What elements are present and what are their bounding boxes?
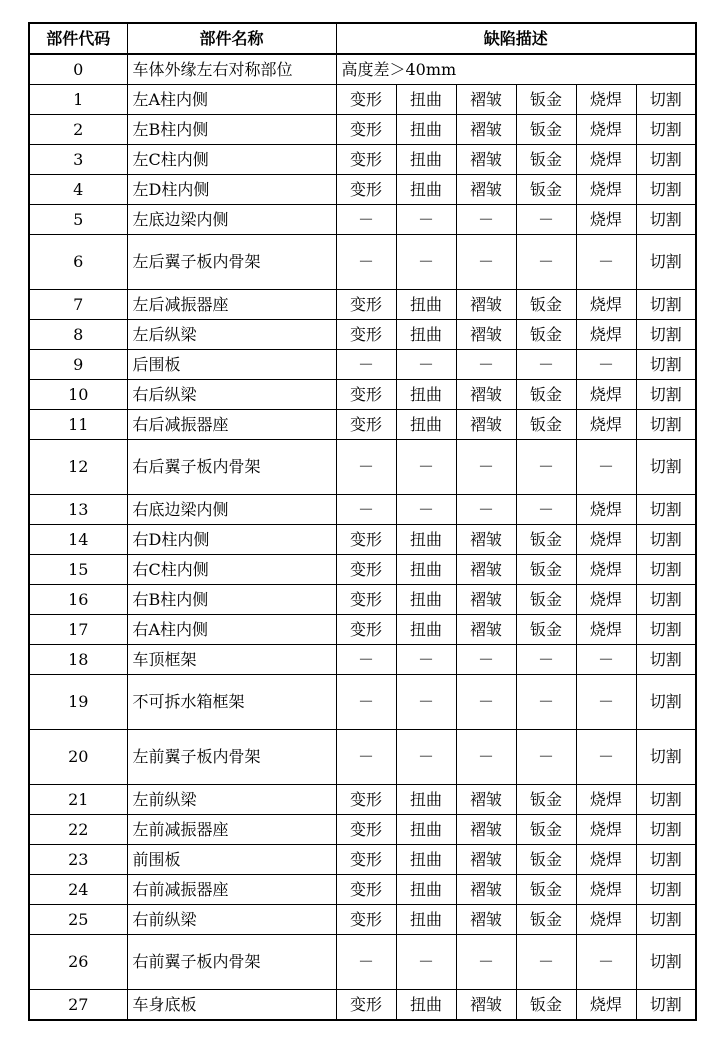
- defect-cell: 切割: [636, 350, 696, 380]
- defect-cell: 褶皱: [456, 845, 516, 875]
- part-name-cell: 右B柱内侧: [127, 585, 336, 615]
- part-name-cell: 右C柱内侧: [127, 555, 336, 585]
- table-row: [29, 675, 696, 730]
- defect-cell: 扭曲: [396, 845, 456, 875]
- part-code-cell: 19: [29, 675, 127, 730]
- table-row: [29, 990, 696, 1021]
- defect-cell: －: [456, 645, 516, 675]
- defect-cell: －: [456, 495, 516, 525]
- defect-cell: －: [456, 350, 516, 380]
- part-code-cell: 3: [29, 145, 127, 175]
- defect-cell: 变形: [336, 845, 396, 875]
- defect-cell: －: [336, 675, 396, 730]
- defect-cell: 烧焊: [576, 290, 636, 320]
- defect-cell: 褶皱: [456, 990, 516, 1021]
- table-row: [29, 845, 696, 875]
- defect-cell: －: [516, 205, 576, 235]
- defect-cell: 钣金: [516, 85, 576, 115]
- defect-table: [28, 22, 697, 1021]
- defect-cell: 切割: [636, 615, 696, 645]
- table-row: [29, 350, 696, 380]
- table-row: [29, 615, 696, 645]
- defect-cell: 扭曲: [396, 815, 456, 845]
- part-code-cell: 0: [29, 54, 127, 85]
- defect-cell: 烧焊: [576, 555, 636, 585]
- part-code-cell: 2: [29, 115, 127, 145]
- defect-cell: －: [576, 440, 636, 495]
- defect-cell: －: [516, 495, 576, 525]
- part-name-cell: 左底边梁内侧: [127, 205, 336, 235]
- defect-cell: －: [336, 645, 396, 675]
- defect-note-cell: 高度差＞40mm: [336, 54, 696, 85]
- defect-cell: 变形: [336, 85, 396, 115]
- defect-cell: 扭曲: [396, 290, 456, 320]
- table-row: [29, 235, 696, 290]
- defect-cell: 切割: [636, 410, 696, 440]
- table-row: [29, 815, 696, 845]
- defect-cell: 褶皱: [456, 410, 516, 440]
- part-code-cell: 14: [29, 525, 127, 555]
- part-name-cell: 左A柱内侧: [127, 85, 336, 115]
- defect-cell: 切割: [636, 675, 696, 730]
- defect-cell: 扭曲: [396, 875, 456, 905]
- part-code-cell: 10: [29, 380, 127, 410]
- defect-cell: －: [576, 730, 636, 785]
- defect-cell: 钣金: [516, 115, 576, 145]
- defect-cell: －: [396, 935, 456, 990]
- table-row: [29, 205, 696, 235]
- defect-cell: 扭曲: [396, 525, 456, 555]
- defect-cell: 钣金: [516, 175, 576, 205]
- part-name-cell: 右前纵梁: [127, 905, 336, 935]
- defect-cell: 钣金: [516, 290, 576, 320]
- part-name-cell: 左前减振器座: [127, 815, 336, 845]
- part-name-cell: 左后减振器座: [127, 290, 336, 320]
- defect-cell: －: [576, 675, 636, 730]
- part-name-cell: 左B柱内侧: [127, 115, 336, 145]
- defect-cell: 烧焊: [576, 175, 636, 205]
- defect-cell: －: [456, 235, 516, 290]
- defect-cell: 切割: [636, 815, 696, 845]
- defect-cell: －: [396, 235, 456, 290]
- defect-cell: 烧焊: [576, 380, 636, 410]
- defect-cell: 褶皱: [456, 290, 516, 320]
- table-row: [29, 585, 696, 615]
- part-code-cell: 9: [29, 350, 127, 380]
- part-name-cell: 右后减振器座: [127, 410, 336, 440]
- defect-cell: 钣金: [516, 410, 576, 440]
- part-name-cell: 车体外缘左右对称部位: [127, 54, 336, 85]
- table-row: [29, 555, 696, 585]
- header-code: 部件代码: [29, 23, 127, 54]
- defect-cell: －: [396, 495, 456, 525]
- defect-cell: 切割: [636, 380, 696, 410]
- part-code-cell: 25: [29, 905, 127, 935]
- defect-cell: 扭曲: [396, 555, 456, 585]
- defect-cell: 褶皱: [456, 815, 516, 845]
- defect-cell: 烧焊: [576, 205, 636, 235]
- defect-cell: 褶皱: [456, 175, 516, 205]
- table-row: [29, 440, 696, 495]
- defect-cell: 烧焊: [576, 785, 636, 815]
- table-row: [29, 54, 696, 85]
- defect-cell: －: [336, 205, 396, 235]
- part-code-cell: 16: [29, 585, 127, 615]
- table-row: [29, 145, 696, 175]
- table-row: [29, 935, 696, 990]
- table-row: [29, 495, 696, 525]
- defect-cell: 切割: [636, 785, 696, 815]
- part-code-cell: 12: [29, 440, 127, 495]
- defect-cell: 扭曲: [396, 85, 456, 115]
- defect-cell: －: [516, 440, 576, 495]
- part-name-cell: 后围板: [127, 350, 336, 380]
- defect-cell: 烧焊: [576, 525, 636, 555]
- defect-cell: 扭曲: [396, 990, 456, 1021]
- defect-cell: －: [396, 440, 456, 495]
- part-code-cell: 8: [29, 320, 127, 350]
- defect-cell: －: [576, 235, 636, 290]
- defect-cell: －: [396, 350, 456, 380]
- part-code-cell: 24: [29, 875, 127, 905]
- defect-cell: 褶皱: [456, 380, 516, 410]
- defect-cell: 烧焊: [576, 495, 636, 525]
- defect-cell: 切割: [636, 845, 696, 875]
- defect-cell: 扭曲: [396, 905, 456, 935]
- defect-cell: 切割: [636, 205, 696, 235]
- defect-cell: 扭曲: [396, 175, 456, 205]
- part-name-cell: 右后翼子板内骨架: [127, 440, 336, 495]
- defect-cell: 烧焊: [576, 115, 636, 145]
- defect-cell: 切割: [636, 645, 696, 675]
- table-row: [29, 525, 696, 555]
- header-row: [29, 23, 696, 54]
- defect-cell: 扭曲: [396, 410, 456, 440]
- defect-cell: －: [336, 495, 396, 525]
- defect-cell: －: [456, 675, 516, 730]
- defect-cell: 切割: [636, 875, 696, 905]
- table-row: [29, 730, 696, 785]
- table-row: [29, 320, 696, 350]
- defect-cell: 切割: [636, 440, 696, 495]
- table-row: [29, 115, 696, 145]
- table-row: [29, 785, 696, 815]
- defect-cell: 扭曲: [396, 615, 456, 645]
- part-code-cell: 7: [29, 290, 127, 320]
- defect-cell: 切割: [636, 145, 696, 175]
- defect-cell: 切割: [636, 525, 696, 555]
- defect-cell: 切割: [636, 555, 696, 585]
- defect-cell: 扭曲: [396, 115, 456, 145]
- defect-cell: 钣金: [516, 990, 576, 1021]
- part-name-cell: 右前翼子板内骨架: [127, 935, 336, 990]
- defect-cell: －: [336, 350, 396, 380]
- defect-cell: －: [456, 730, 516, 785]
- header-name: 部件名称: [127, 23, 336, 54]
- defect-cell: 烧焊: [576, 875, 636, 905]
- defect-cell: 褶皱: [456, 615, 516, 645]
- part-code-cell: 15: [29, 555, 127, 585]
- defect-cell: 变形: [336, 785, 396, 815]
- defect-cell: 烧焊: [576, 615, 636, 645]
- defect-cell: 切割: [636, 235, 696, 290]
- defect-cell: 褶皱: [456, 320, 516, 350]
- part-name-cell: 不可拆水箱框架: [127, 675, 336, 730]
- defect-cell: 褶皱: [456, 145, 516, 175]
- defect-cell: 切割: [636, 990, 696, 1021]
- part-code-cell: 6: [29, 235, 127, 290]
- table-row: [29, 380, 696, 410]
- table-row: [29, 875, 696, 905]
- defect-cell: 钣金: [516, 525, 576, 555]
- part-code-cell: 27: [29, 990, 127, 1021]
- defect-cell: 扭曲: [396, 380, 456, 410]
- part-name-cell: 左D柱内侧: [127, 175, 336, 205]
- part-code-cell: 5: [29, 205, 127, 235]
- defect-cell: 褶皱: [456, 785, 516, 815]
- defect-cell: 钣金: [516, 785, 576, 815]
- defect-cell: 变形: [336, 815, 396, 845]
- defect-cell: 变形: [336, 115, 396, 145]
- defect-cell: －: [456, 935, 516, 990]
- defect-cell: 褶皱: [456, 585, 516, 615]
- defect-cell: －: [516, 935, 576, 990]
- defect-cell: －: [576, 935, 636, 990]
- table-row: [29, 85, 696, 115]
- defect-cell: 变形: [336, 380, 396, 410]
- table-row: [29, 905, 696, 935]
- table-body: [29, 54, 696, 1020]
- defect-cell: 烧焊: [576, 845, 636, 875]
- defect-cell: 变形: [336, 145, 396, 175]
- part-code-cell: 1: [29, 85, 127, 115]
- part-code-cell: 23: [29, 845, 127, 875]
- defect-cell: 褶皱: [456, 875, 516, 905]
- table-row: [29, 175, 696, 205]
- defect-cell: 扭曲: [396, 585, 456, 615]
- part-name-cell: 左后翼子板内骨架: [127, 235, 336, 290]
- defect-cell: －: [576, 350, 636, 380]
- part-name-cell: 左前翼子板内骨架: [127, 730, 336, 785]
- part-name-cell: 前围板: [127, 845, 336, 875]
- defect-cell: 扭曲: [396, 785, 456, 815]
- defect-cell: 变形: [336, 875, 396, 905]
- defect-cell: 褶皱: [456, 525, 516, 555]
- defect-cell: 扭曲: [396, 320, 456, 350]
- defect-cell: 变形: [336, 990, 396, 1021]
- defect-cell: 切割: [636, 320, 696, 350]
- defect-cell: 烧焊: [576, 815, 636, 845]
- defect-cell: 钣金: [516, 875, 576, 905]
- defect-cell: 钣金: [516, 615, 576, 645]
- defect-cell: －: [396, 730, 456, 785]
- defect-cell: 变形: [336, 320, 396, 350]
- defect-cell: －: [516, 675, 576, 730]
- table-row: [29, 645, 696, 675]
- part-name-cell: 左后纵梁: [127, 320, 336, 350]
- defect-cell: －: [516, 235, 576, 290]
- defect-cell: 变形: [336, 585, 396, 615]
- defect-cell: 钣金: [516, 555, 576, 585]
- defect-cell: 切割: [636, 495, 696, 525]
- defect-cell: 烧焊: [576, 990, 636, 1021]
- defect-cell: 变形: [336, 905, 396, 935]
- defect-cell: 褶皱: [456, 555, 516, 585]
- defect-cell: －: [456, 440, 516, 495]
- defect-cell: 烧焊: [576, 85, 636, 115]
- table-row: [29, 290, 696, 320]
- defect-cell: 褶皱: [456, 85, 516, 115]
- defect-cell: －: [336, 935, 396, 990]
- part-code-cell: 4: [29, 175, 127, 205]
- defect-cell: －: [396, 675, 456, 730]
- defect-cell: 切割: [636, 85, 696, 115]
- defect-cell: －: [516, 645, 576, 675]
- defect-cell: 烧焊: [576, 145, 636, 175]
- defect-cell: 切割: [636, 175, 696, 205]
- defect-cell: 变形: [336, 410, 396, 440]
- part-name-cell: 右D柱内侧: [127, 525, 336, 555]
- defect-cell: 切割: [636, 730, 696, 785]
- part-code-cell: 20: [29, 730, 127, 785]
- part-name-cell: 右A柱内侧: [127, 615, 336, 645]
- part-name-cell: 车身底板: [127, 990, 336, 1021]
- defect-cell: 褶皱: [456, 115, 516, 145]
- defect-cell: 烧焊: [576, 905, 636, 935]
- part-name-cell: 右后纵梁: [127, 380, 336, 410]
- defect-cell: 钣金: [516, 845, 576, 875]
- defect-cell: －: [336, 235, 396, 290]
- part-code-cell: 13: [29, 495, 127, 525]
- defect-cell: 变形: [336, 290, 396, 320]
- defect-cell: 变形: [336, 555, 396, 585]
- table-row: [29, 410, 696, 440]
- part-code-cell: 18: [29, 645, 127, 675]
- defect-cell: －: [576, 645, 636, 675]
- defect-cell: －: [336, 730, 396, 785]
- defect-cell: 烧焊: [576, 320, 636, 350]
- defect-cell: 钣金: [516, 380, 576, 410]
- defect-cell: 切割: [636, 585, 696, 615]
- defect-cell: 烧焊: [576, 585, 636, 615]
- part-code-cell: 11: [29, 410, 127, 440]
- defect-cell: 变形: [336, 175, 396, 205]
- part-name-cell: 车顶框架: [127, 645, 336, 675]
- defect-cell: 钣金: [516, 815, 576, 845]
- defect-cell: 褶皱: [456, 905, 516, 935]
- part-code-cell: 26: [29, 935, 127, 990]
- defect-cell: 切割: [636, 935, 696, 990]
- defect-cell: 切割: [636, 905, 696, 935]
- table-header: [29, 23, 696, 54]
- header-defects: 缺陷描述: [336, 23, 696, 54]
- part-code-cell: 17: [29, 615, 127, 645]
- defect-cell: 切割: [636, 115, 696, 145]
- defect-cell: 扭曲: [396, 145, 456, 175]
- defect-cell: －: [396, 205, 456, 235]
- defect-cell: 切割: [636, 290, 696, 320]
- defect-cell: －: [456, 205, 516, 235]
- defect-cell: －: [516, 730, 576, 785]
- defect-cell: 钣金: [516, 585, 576, 615]
- defect-cell: 钣金: [516, 905, 576, 935]
- defect-cell: 钣金: [516, 145, 576, 175]
- part-name-cell: 左前纵梁: [127, 785, 336, 815]
- defect-cell: 钣金: [516, 320, 576, 350]
- defect-cell: －: [396, 645, 456, 675]
- part-name-cell: 左C柱内侧: [127, 145, 336, 175]
- defect-cell: 变形: [336, 525, 396, 555]
- part-name-cell: 右底边梁内侧: [127, 495, 336, 525]
- defect-cell: －: [336, 440, 396, 495]
- part-code-cell: 21: [29, 785, 127, 815]
- defect-cell: 变形: [336, 615, 396, 645]
- defect-cell: －: [516, 350, 576, 380]
- defect-cell: 烧焊: [576, 410, 636, 440]
- part-code-cell: 22: [29, 815, 127, 845]
- part-name-cell: 右前减振器座: [127, 875, 336, 905]
